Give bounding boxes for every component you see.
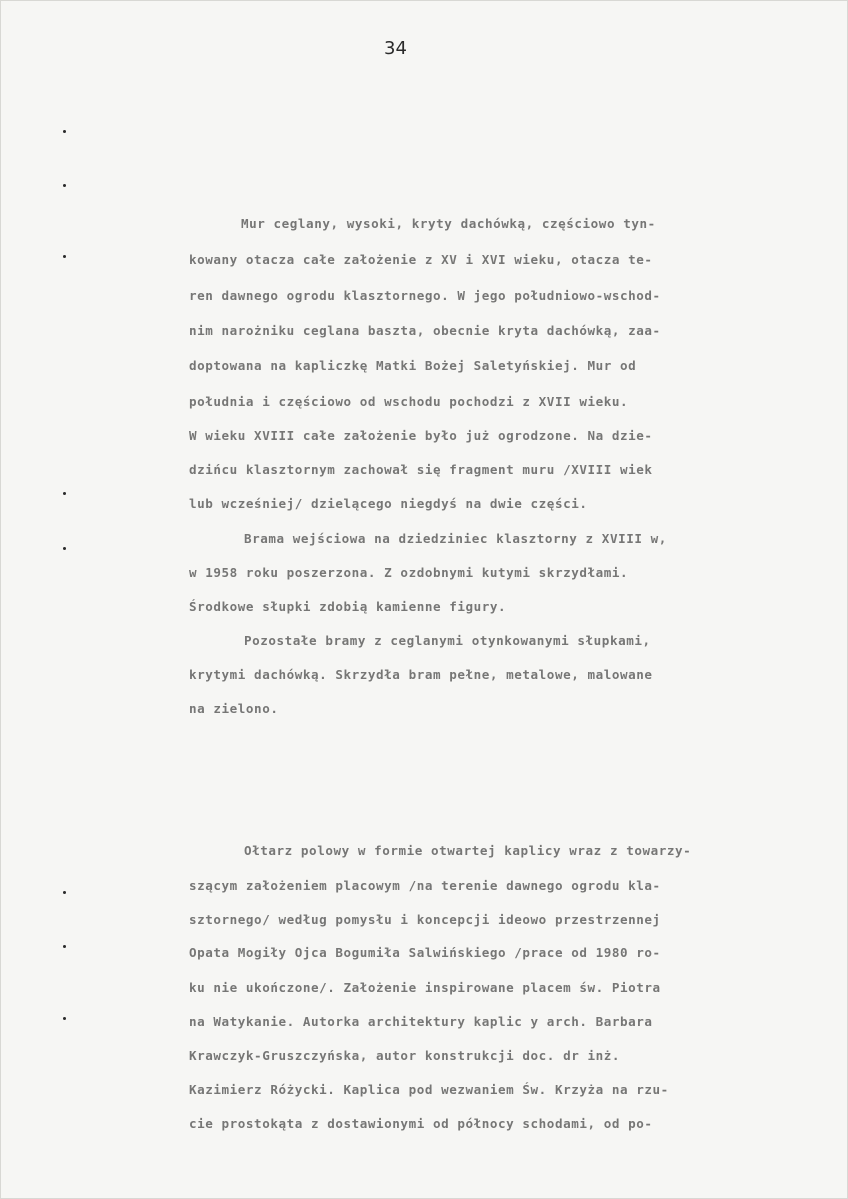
binder-hole-dot bbox=[63, 1017, 66, 1020]
page-number: 34 bbox=[384, 38, 407, 59]
binder-hole-dot bbox=[63, 130, 66, 133]
text-line: Mur ceglany, wysoki, kryty dachówką, częściowo tyn- bbox=[241, 216, 656, 231]
text-line: krytymi dachówką. Skrzydła bram pełne, metalowe, malowane bbox=[189, 667, 653, 682]
text-line: lub wcześniej/ dzielącego niegdyś na dwie części. bbox=[189, 496, 588, 511]
text-line: Brama wejściowa na dziedziniec klasztorny z XVIII w, bbox=[244, 531, 667, 546]
text-line: kowany otacza całe założenie z XV i XVI wieku, otacza te- bbox=[189, 252, 653, 267]
text-line: Ołtarz polowy w formie otwartej kaplicy wraz z towarzy- bbox=[244, 843, 692, 858]
text-line: Krawczyk-Gruszczyńska, autor konstrukcji doc. dr inż. bbox=[189, 1048, 620, 1063]
binder-hole-dot bbox=[63, 547, 66, 550]
binder-hole-dot bbox=[63, 492, 66, 495]
binder-hole-dot bbox=[63, 255, 66, 258]
text-line: południa i częściowo od wschodu pochodzi z XVII wieku. bbox=[189, 394, 629, 409]
binder-hole-dot bbox=[63, 945, 66, 948]
text-line: nim narożniku ceglana baszta, obecnie kryta dachówką, zaa- bbox=[189, 323, 661, 338]
text-line: Pozostałe bramy z ceglanymi otynkowanymi słupkami, bbox=[244, 633, 651, 648]
text-line: ku nie ukończone/. Założenie inspirowane placem św. Piotra bbox=[189, 980, 661, 995]
text-line: Kazimierz Różycki. Kaplica pod wezwaniem Św. Krzyża na rzu- bbox=[189, 1082, 669, 1097]
text-line: W wieku XVIII całe założenie było już ogrodzone. Na dzie- bbox=[189, 428, 653, 443]
text-line: doptowana na kapliczkę Matki Bożej Saletyńskiej. Mur od bbox=[189, 358, 637, 373]
text-line: w 1958 roku poszerzona. Z ozdobnymi kutymi skrzydłami. bbox=[189, 565, 629, 580]
text-line: dzińcu klasztornym zachował się fragment muru /XVIII wiek bbox=[189, 462, 653, 477]
text-line: sztornego/ według pomysłu i koncepcji ideowo przestrzennej bbox=[189, 912, 661, 927]
text-line: szącym założeniem placowym /na terenie dawnego ogrodu kla- bbox=[189, 878, 661, 893]
binder-hole-dot bbox=[63, 891, 66, 894]
binder-hole-dot bbox=[63, 184, 66, 187]
text-line: na zielono. bbox=[189, 701, 279, 716]
text-line: ren dawnego ogrodu klasztornego. W jego południowo-wschod- bbox=[189, 288, 661, 303]
text-line: Środkowe słupki zdobią kamienne figury. bbox=[189, 599, 507, 614]
text-line: na Watykanie. Autorka architektury kaplic y arch. Barbara bbox=[189, 1014, 653, 1029]
text-line: Opata Mogiły Ojca Bogumiła Salwińskiego /prace od 1980 ro- bbox=[189, 945, 661, 960]
text-line: cie prostokąta z dostawionymi od północy schodami, od po- bbox=[189, 1116, 653, 1131]
